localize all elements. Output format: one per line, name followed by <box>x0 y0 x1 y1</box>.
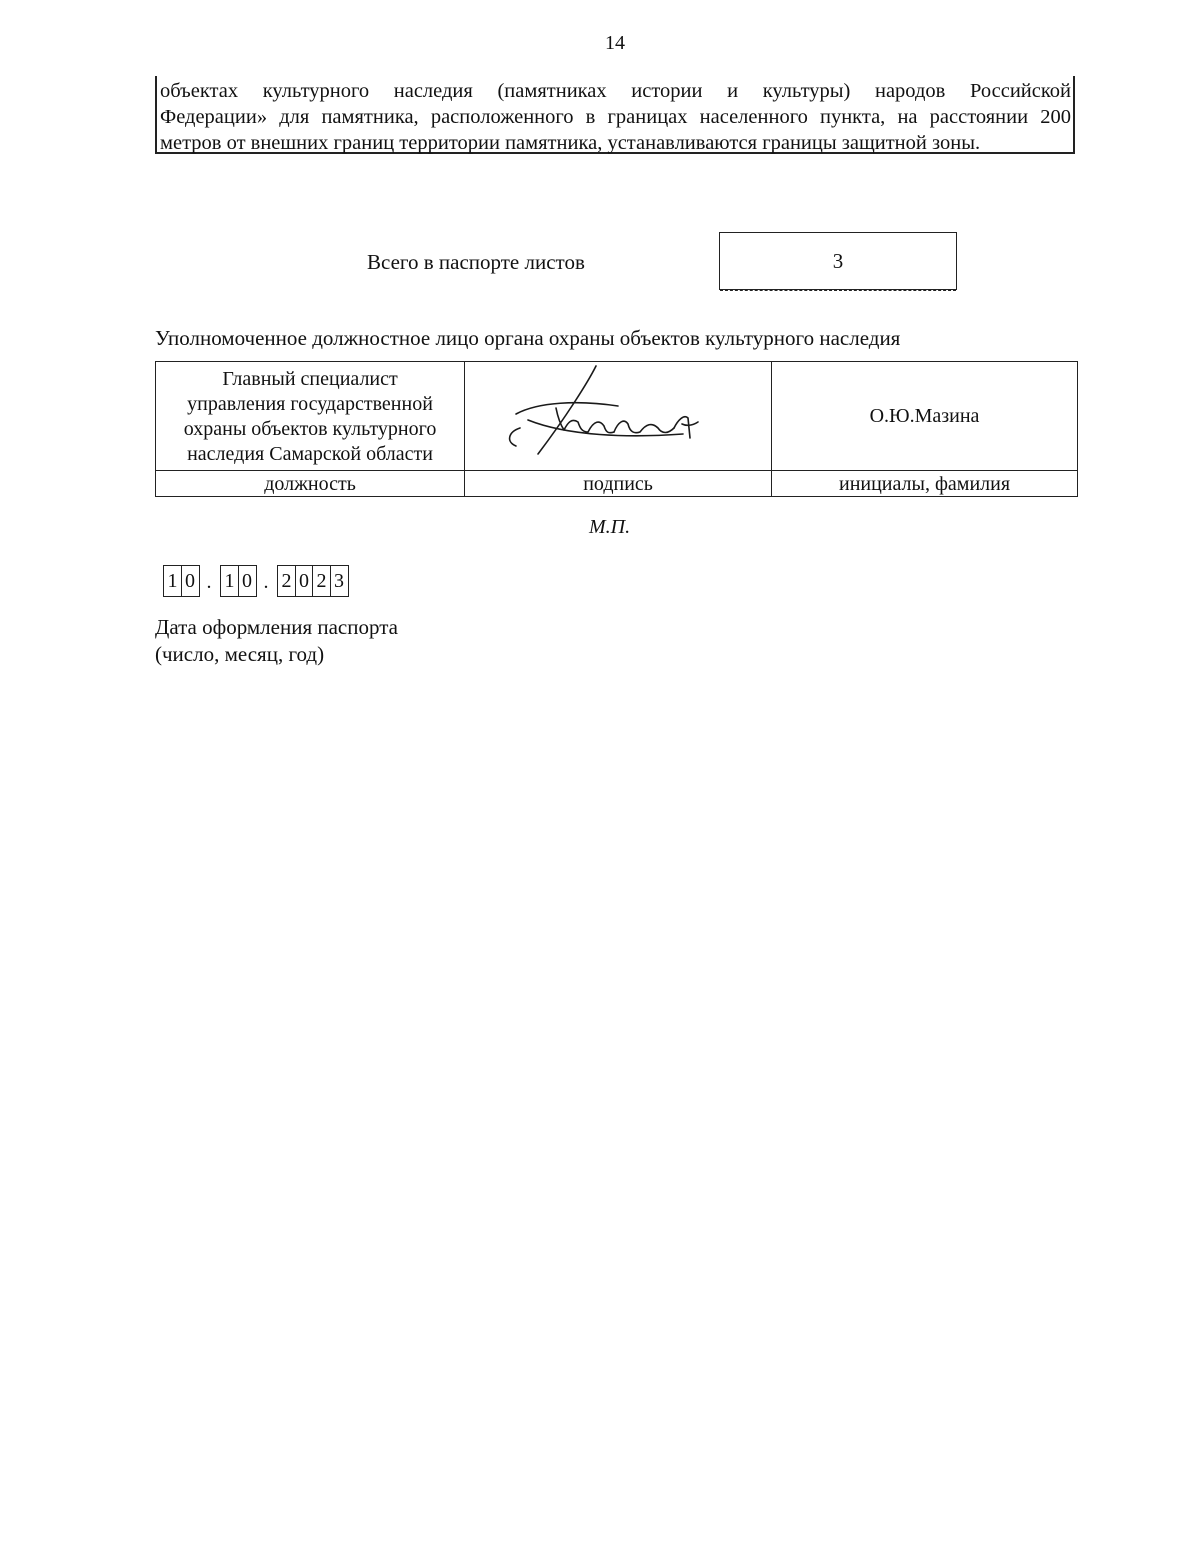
sheets-count-box <box>719 232 957 290</box>
month-digit: 1 <box>220 565 239 597</box>
date-caption <box>155 614 398 668</box>
continuation-text-box <box>155 76 1075 154</box>
date-caption-line: (число, месяц, год) <box>155 642 325 666</box>
signature-table <box>155 361 1078 497</box>
position-cell <box>156 362 465 471</box>
date-separator: . <box>206 571 212 593</box>
handwritten-signature <box>468 362 768 464</box>
position-line: охраны объектов культурного <box>183 418 437 440</box>
name-caption: инициалы, фамилия <box>772 471 1078 497</box>
year-digit: 0 <box>295 565 314 597</box>
position-caption: должность <box>156 471 465 497</box>
sheets-count-value: 3 <box>832 248 844 273</box>
position-line: управления государственной <box>187 393 433 415</box>
official-name: О.Ю.Мазина <box>869 404 980 427</box>
name-cell <box>772 362 1078 471</box>
signature-cell <box>465 362 772 471</box>
date-separator: . <box>263 571 269 593</box>
day-digit: 0 <box>181 565 200 597</box>
date-digit-boxes <box>163 565 347 597</box>
date-caption-line: Дата оформления паспорта <box>155 615 398 639</box>
stamp-place-mark: М.П. <box>589 516 631 538</box>
sheets-count-label: Всего в паспорте листов <box>367 250 585 274</box>
signature-caption: подпись <box>465 471 772 497</box>
year-digit: 3 <box>330 565 349 597</box>
continuation-line: метров от внешних границ территории памятника, устанавливаются границы защитной зоны. <box>160 132 981 154</box>
year-digit: 2 <box>277 565 296 597</box>
position-line: Главный специалист <box>222 368 398 390</box>
year-digit: 2 <box>312 565 331 597</box>
day-digit: 1 <box>163 565 182 597</box>
continuation-line: объектах культурного наследия (памятниках истории и культуры) народов Российской <box>160 80 1071 102</box>
continuation-line: Федерации» для памятника, расположенного в границах населенного пункта, на расстоянии 200 <box>160 106 1071 128</box>
page-number: 14 <box>605 32 625 54</box>
authority-heading: Уполномоченное должностное лицо органа охраны объектов культурного наследия <box>155 326 901 350</box>
month-digit: 0 <box>238 565 257 597</box>
position-line: наследия Самарской области <box>187 443 433 465</box>
